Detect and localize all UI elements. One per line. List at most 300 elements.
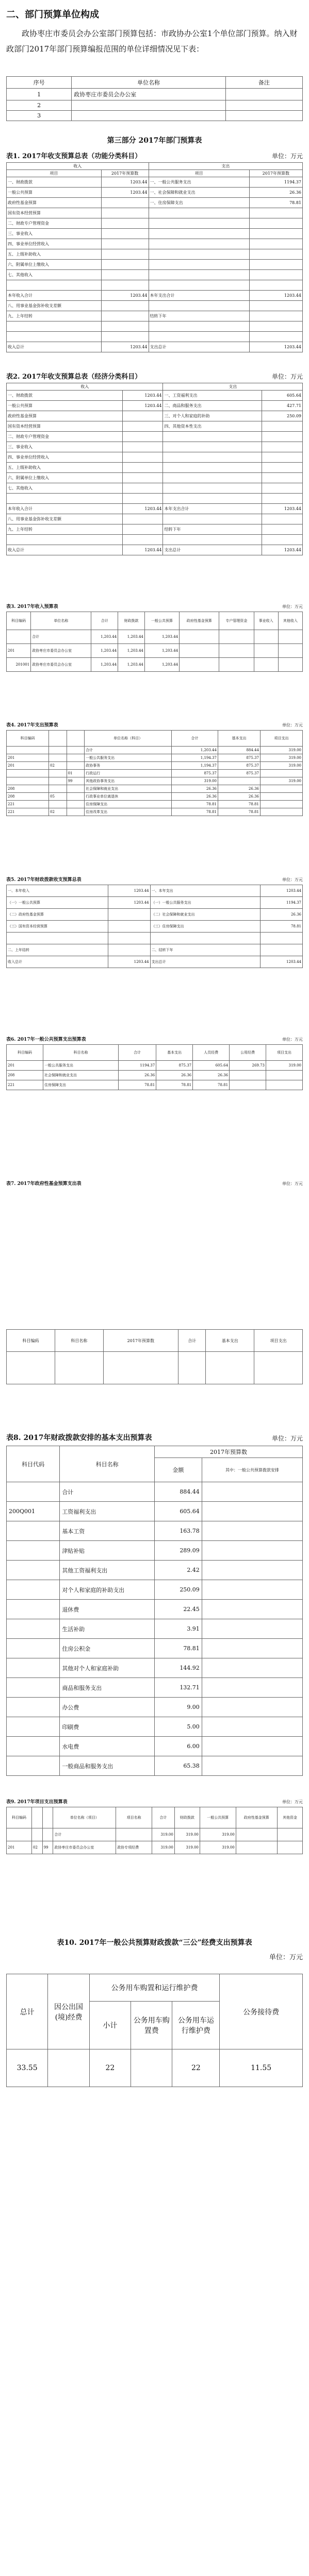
table7-body — [6, 1329, 303, 1384]
table-cell: 收入总计 — [7, 342, 102, 352]
table-cell — [67, 762, 85, 770]
table-cell — [108, 944, 151, 956]
table-cell: 208 — [7, 793, 49, 801]
table-row — [7, 321, 303, 332]
table-cell — [7, 1828, 32, 1841]
table-cell — [202, 1619, 302, 1639]
header-cell: 项目 — [7, 170, 102, 177]
table-cell — [202, 1717, 302, 1737]
table-row — [7, 483, 303, 494]
table-cell: 四、事业单位经营收入 — [7, 239, 102, 249]
table-cell: 1203.44 — [261, 885, 303, 897]
table-row — [7, 762, 303, 770]
table-row — [7, 239, 303, 249]
table-cell — [249, 208, 302, 218]
table-cell: 1203.44 — [122, 401, 163, 411]
table-cell: 其他工资福利支出 — [60, 1561, 155, 1580]
table-cell: 本年收入合计 — [7, 504, 123, 514]
table-cell — [122, 432, 163, 442]
table-cell: 政协枣庄市委员会办公室 — [31, 644, 91, 658]
table-row — [7, 111, 303, 121]
table-cell — [72, 111, 225, 121]
table-cell: 1194.37 — [119, 1061, 156, 1071]
table-cell: 269.73 — [230, 1061, 266, 1071]
table-cell: 一、住房保障支出 — [149, 198, 249, 208]
table-cell: 1203.44 — [261, 956, 303, 968]
table10-section — [6, 1937, 303, 2087]
table-cell: 05 — [48, 793, 67, 801]
table-row — [7, 956, 303, 968]
header-cell: 财政拨款 — [118, 612, 145, 630]
table-cell: 319.00 — [266, 1061, 303, 1071]
table-title: 表2. 2017年收支预算总表（经济分类科目） — [6, 373, 142, 381]
table-cell: 22 — [172, 2049, 220, 2087]
table-cell — [163, 514, 262, 524]
table-cell: 一、本年支出 — [150, 885, 261, 897]
table-cell — [249, 229, 302, 239]
table-cell: 基本工资 — [60, 1521, 155, 1541]
header-cell: 科目编码 — [7, 731, 49, 747]
table-row — [7, 208, 303, 218]
table-cell: 1194.37 — [249, 177, 302, 188]
table-row — [7, 524, 303, 535]
table-cell: 1,203.44 — [118, 644, 145, 658]
table-cell: 2 — [7, 100, 72, 111]
table-cell: 319.00 — [172, 777, 218, 785]
table-cell: 26.36 — [193, 1071, 230, 1080]
table-cell — [225, 111, 302, 121]
header-cell: 单位名称 — [31, 612, 91, 630]
table-cell — [108, 909, 151, 921]
section-two — [6, 7, 303, 57]
table-cell: 02 — [48, 808, 67, 816]
table-cell: 住房保障支出 — [85, 801, 172, 808]
header-cell: 科目名称 — [43, 1045, 118, 1061]
unit-label: 单位：万元 — [282, 1800, 303, 1804]
header-cell: 项目 — [149, 170, 249, 177]
table-cell — [202, 1756, 302, 1776]
unit-label: 单位：万元 — [271, 1435, 303, 1442]
table-cell: 1,203.44 — [172, 747, 218, 754]
table-cell — [131, 2049, 172, 2087]
table-cell — [7, 535, 123, 545]
table-cell — [7, 1600, 60, 1619]
table-cell: 结转下年 — [149, 311, 249, 321]
table-cell — [163, 442, 262, 452]
table-cell: 九、上年结转 — [7, 311, 102, 321]
table-cell: 33.55 — [7, 2049, 48, 2087]
table-cell: 一、工资福利支出 — [163, 391, 262, 401]
table-row — [7, 1071, 303, 1080]
table-cell — [202, 1600, 302, 1619]
header-cell: 基本支出 — [156, 1045, 193, 1061]
table9-section — [6, 1798, 303, 1854]
part-three-heading: 第三部分 2017年部门预算表 — [107, 137, 202, 145]
table-row — [7, 1619, 303, 1639]
table-cell: 三、事业收入 — [7, 229, 102, 239]
table2-section — [6, 371, 303, 555]
header-cell: 科目编码 — [7, 1330, 55, 1352]
unit-table-section — [6, 76, 303, 121]
table-cell: 78.81 — [154, 1639, 202, 1658]
header-cell: 2017年预算数 — [101, 170, 149, 177]
table-cell — [260, 770, 302, 777]
table-cell — [278, 644, 302, 658]
table-row — [7, 644, 303, 658]
header-cell: 科目编码 — [7, 1045, 43, 1061]
table-cell — [7, 1678, 60, 1698]
table-cell — [202, 1698, 302, 1717]
table-row — [7, 229, 303, 239]
table-cell — [48, 2049, 89, 2087]
table-cell: 1203.44 — [108, 956, 151, 968]
header-cell: 2017年预算数 — [103, 1330, 178, 1352]
table-cell: 合计 — [53, 1828, 116, 1841]
header-cell: 公务用车购置费 — [131, 2002, 172, 2049]
table-row — [7, 535, 303, 545]
table-cell — [108, 933, 151, 944]
header-cell: 科目名称 — [55, 1330, 103, 1352]
table-cell — [202, 1541, 302, 1561]
table-cell: 427.71 — [262, 401, 303, 411]
table-cell — [260, 785, 302, 793]
table-row — [7, 270, 303, 280]
table-cell — [7, 1717, 60, 1737]
header-cell: 科目名称 — [60, 1446, 155, 1482]
table-cell — [163, 432, 262, 442]
table-cell: 一般公共服务支出 — [85, 754, 172, 762]
table-cell: 住房改革支出 — [85, 808, 172, 816]
table-cell — [249, 301, 302, 311]
table-cell: 201 — [7, 1841, 32, 1854]
table-cell — [7, 1756, 60, 1776]
table-cell — [249, 321, 302, 332]
table-row — [7, 1698, 303, 1717]
table-row — [7, 1600, 303, 1619]
table-cell — [149, 301, 249, 311]
table-cell: 22.45 — [154, 1600, 202, 1619]
table-cell — [266, 1071, 303, 1080]
table-cell: 99 — [42, 1841, 53, 1854]
table-cell: 6.00 — [154, 1737, 202, 1756]
table-cell: 26.36 — [119, 1071, 156, 1080]
header-cell — [42, 1807, 53, 1828]
table-cell — [249, 332, 302, 342]
header-cell: 单位名称（项目） — [53, 1807, 116, 1828]
table-cell — [149, 229, 249, 239]
table-cell — [219, 644, 254, 658]
table-cell — [67, 754, 85, 762]
header-cell: 小计 — [89, 2002, 131, 2049]
table-cell — [262, 483, 303, 494]
unit-label: 单位：万元 — [271, 152, 303, 160]
table4-section — [6, 721, 303, 816]
table-title: 表3. 2017年收入预算表 — [6, 604, 58, 609]
table-cell: 1,203.44 — [144, 644, 179, 658]
table-cell — [150, 933, 261, 944]
header-cell: 单位名称（科目） — [85, 731, 172, 747]
table-cell — [67, 801, 85, 808]
table-cell: 七、其他收入 — [7, 483, 123, 494]
table-cell: 1,203.44 — [91, 658, 118, 672]
table-row — [7, 421, 303, 432]
table-cell — [219, 658, 254, 672]
table-cell: 水电费 — [60, 1737, 155, 1756]
table-cell: 26.36 — [218, 785, 260, 793]
header-cell: 科目代码 — [7, 1446, 60, 1482]
table-cell: 四、事业单位经营收入 — [7, 452, 123, 463]
table-cell: 201 — [7, 644, 31, 658]
table-cell — [278, 630, 302, 644]
header-cell: 2017年预算数 — [249, 170, 302, 177]
table-cell — [249, 239, 302, 249]
table-cell: 政协事务 — [85, 762, 172, 770]
table-cell — [249, 249, 302, 260]
table-row — [7, 944, 303, 956]
table-cell: 319.00 — [152, 1841, 175, 1854]
table-cell — [7, 747, 49, 754]
table-cell: 1203.44 — [122, 504, 163, 514]
table-cell: 319.00 — [200, 1841, 236, 1854]
table-cell: 工资福利支出 — [60, 1502, 155, 1521]
table-cell: 201 — [7, 762, 49, 770]
table-cell — [149, 239, 249, 249]
table-cell — [163, 452, 262, 463]
table-row — [7, 1678, 303, 1698]
table-cell — [178, 1352, 206, 1384]
table-cell: 收入总计 — [7, 545, 123, 555]
table-cell: 1,194.37 — [172, 762, 218, 770]
table-header-row — [7, 77, 303, 89]
header-cell: 支出 — [163, 383, 303, 391]
table-row — [7, 1639, 303, 1658]
table-cell — [101, 229, 149, 239]
table-row — [7, 1061, 303, 1071]
table-title: 表4. 2017年支出预算表 — [6, 723, 58, 728]
table-cell: 319.00 — [152, 1828, 175, 1841]
table-cell — [7, 1521, 60, 1541]
table-cell: 1203.44 — [122, 391, 163, 401]
table-cell: 78.81 — [261, 921, 303, 933]
table-row — [7, 1352, 303, 1384]
header-cell: 收入 — [7, 383, 163, 391]
table-cell — [149, 218, 249, 229]
header-cell — [32, 1807, 43, 1828]
table-cell: 9.00 — [154, 1698, 202, 1717]
table-row — [7, 494, 303, 504]
table-cell: 一、社会保障和就业支出 — [149, 188, 249, 198]
table-cell — [261, 933, 303, 944]
table-cell — [236, 1828, 277, 1841]
table-row — [7, 89, 303, 100]
table-cell — [7, 1541, 60, 1561]
section-heading: 二、部门预算单位构成 — [6, 9, 99, 20]
table-header-row — [7, 383, 303, 391]
table-row — [7, 401, 303, 411]
table-cell — [7, 1619, 60, 1639]
table-cell — [262, 473, 303, 483]
table-row — [7, 463, 303, 473]
table-cell: 1,203.44 — [118, 658, 145, 672]
table-row — [7, 808, 303, 816]
table-cell — [266, 1080, 303, 1090]
table-cell — [101, 260, 149, 270]
table-cell — [225, 100, 302, 111]
table-cell — [202, 1580, 302, 1600]
table6-section — [6, 1036, 303, 1090]
table-cell: 社会保障和就业支出 — [85, 785, 172, 793]
table-cell: 875.37 — [172, 770, 218, 777]
table-cell: 208 — [7, 1071, 43, 1080]
header-cell: 其他资金 — [277, 1807, 302, 1828]
table-cell: 319.00 — [260, 777, 302, 785]
table-cell: 住房保障支出 — [43, 1080, 118, 1090]
table-cell: 国有资本经营预算 — [7, 208, 102, 218]
table-row — [7, 260, 303, 270]
table-cell: 1203.44 — [122, 545, 163, 555]
table-cell: 政协枣庄市委员会办公室 — [72, 89, 225, 100]
table-cell: 一般商品和服务支出 — [60, 1756, 155, 1776]
fund-budget-table — [6, 1329, 303, 1384]
table-cell — [101, 332, 149, 342]
table-cell: 一般公共预算 — [7, 401, 123, 411]
table-row — [7, 921, 303, 933]
table-cell: 02 — [48, 762, 67, 770]
table-cell: 结转下年 — [163, 524, 262, 535]
header-cell: 总计 — [7, 1974, 48, 2049]
table-cell — [163, 494, 262, 504]
table-cell — [7, 332, 102, 342]
table-cell: 1,203.44 — [91, 630, 118, 644]
header-cell: 公务用车运行维护费 — [172, 2002, 220, 2049]
header-cell: 公务接待费 — [220, 1974, 303, 2049]
table-cell: 1203.44 — [101, 177, 149, 188]
table-row — [7, 630, 303, 644]
table-cell: 1203.44 — [108, 897, 151, 909]
table-cell: 605.64 — [154, 1502, 202, 1521]
header-cell: 项目支出 — [260, 731, 302, 747]
table-cell: 250.09 — [154, 1580, 202, 1600]
unit-label: 单位：万元 — [269, 1954, 303, 1961]
table-cell — [122, 463, 163, 473]
table-cell — [230, 1080, 266, 1090]
table-cell — [101, 270, 149, 280]
table-header-row — [7, 1330, 303, 1352]
table-cell — [163, 535, 262, 545]
table-cell — [7, 1737, 60, 1756]
table-cell: 一、本年收入 — [7, 885, 108, 897]
table-cell — [72, 100, 225, 111]
table-cell — [7, 1352, 55, 1384]
table-cell: 201 — [7, 1061, 43, 1071]
table-cell — [218, 777, 260, 785]
table-cell: 七、其他收入 — [7, 270, 102, 280]
table-cell — [101, 208, 149, 218]
header-cell: 序号 — [7, 77, 72, 89]
header-cell: 科目编码 — [7, 1807, 32, 1828]
table-cell — [260, 801, 302, 808]
table-row — [7, 473, 303, 483]
table-cell — [7, 1580, 60, 1600]
table-cell: 社会保障和就业支出 — [43, 1071, 118, 1080]
header-cell — [67, 731, 85, 747]
table-row — [7, 793, 303, 801]
table-row — [7, 291, 303, 301]
header-cell: 合计 — [152, 1807, 175, 1828]
table-cell: 政协专项经费 — [116, 1841, 152, 1854]
table-cell: 3 — [7, 111, 72, 121]
table-cell: 201 — [7, 754, 49, 762]
table-cell — [122, 411, 163, 421]
table-row — [7, 1561, 303, 1580]
table-cell — [67, 808, 85, 816]
table-header-row — [7, 163, 303, 170]
table7-section — [6, 1180, 303, 1189]
header-cell: 专户管理资金 — [219, 612, 254, 630]
table-cell: 78.81 — [193, 1080, 230, 1090]
table-row — [7, 311, 303, 321]
table-cell: 支出总计 — [149, 342, 249, 352]
table-cell — [206, 1352, 254, 1384]
unit-label: 单位：万元 — [282, 723, 303, 727]
table-cell — [67, 793, 85, 801]
table-cell: 二、财政专户管理资金 — [7, 218, 102, 229]
table-cell — [249, 311, 302, 321]
unit-label: 单位：万元 — [282, 877, 303, 882]
header-cell: 支出 — [149, 163, 303, 170]
table-cell: （三）国有资本经营预算 — [7, 921, 108, 933]
table-title: 表7. 2017年政府性基金预算支出表 — [6, 1181, 82, 1187]
table-cell: 78.81 — [119, 1080, 156, 1090]
table-cell: 三、对个人和家庭的补助 — [163, 411, 262, 421]
table-cell: 11.55 — [220, 2049, 303, 2087]
table-cell: 政协枣庄市委员会办公室 — [53, 1841, 116, 1854]
table-cell: 商品和服务支出 — [60, 1678, 155, 1698]
header-cell: 政府性基金预算 — [236, 1807, 277, 1828]
table-row — [7, 1717, 303, 1737]
table-cell — [7, 770, 49, 777]
table-title: 表6. 2017年一般公共预算支出预算表 — [6, 1037, 86, 1042]
table-header-row — [7, 1446, 303, 1458]
table-cell — [7, 1639, 60, 1658]
header-cell: 备注 — [225, 77, 302, 89]
table-cell: 津贴补贴 — [60, 1541, 155, 1561]
table-cell — [67, 785, 85, 793]
table-cell: 208 — [7, 785, 49, 793]
table-row — [7, 1737, 303, 1756]
table-cell: 1203.44 — [249, 291, 302, 301]
table-row — [7, 1841, 303, 1854]
table-cell: 875.37 — [156, 1061, 193, 1071]
table-cell — [249, 260, 302, 270]
table-row — [7, 801, 303, 808]
table-cell: 一、财政拨款 — [7, 391, 123, 401]
table-cell: 1203.44 — [262, 504, 303, 514]
table-cell — [262, 452, 303, 463]
table-cell: 1203.44 — [249, 342, 302, 352]
table-cell — [48, 785, 67, 793]
table-cell — [101, 239, 149, 249]
header-cell: 政府性基金预算 — [180, 612, 219, 630]
table-cell — [48, 770, 67, 777]
table-cell — [202, 1521, 302, 1541]
basic-expense-table — [6, 1446, 303, 1776]
table-cell — [48, 754, 67, 762]
table-cell — [7, 1658, 60, 1678]
table-cell: 319.00 — [260, 754, 302, 762]
table-cell: 本年支出合计 — [163, 504, 262, 514]
table-row — [7, 177, 303, 188]
